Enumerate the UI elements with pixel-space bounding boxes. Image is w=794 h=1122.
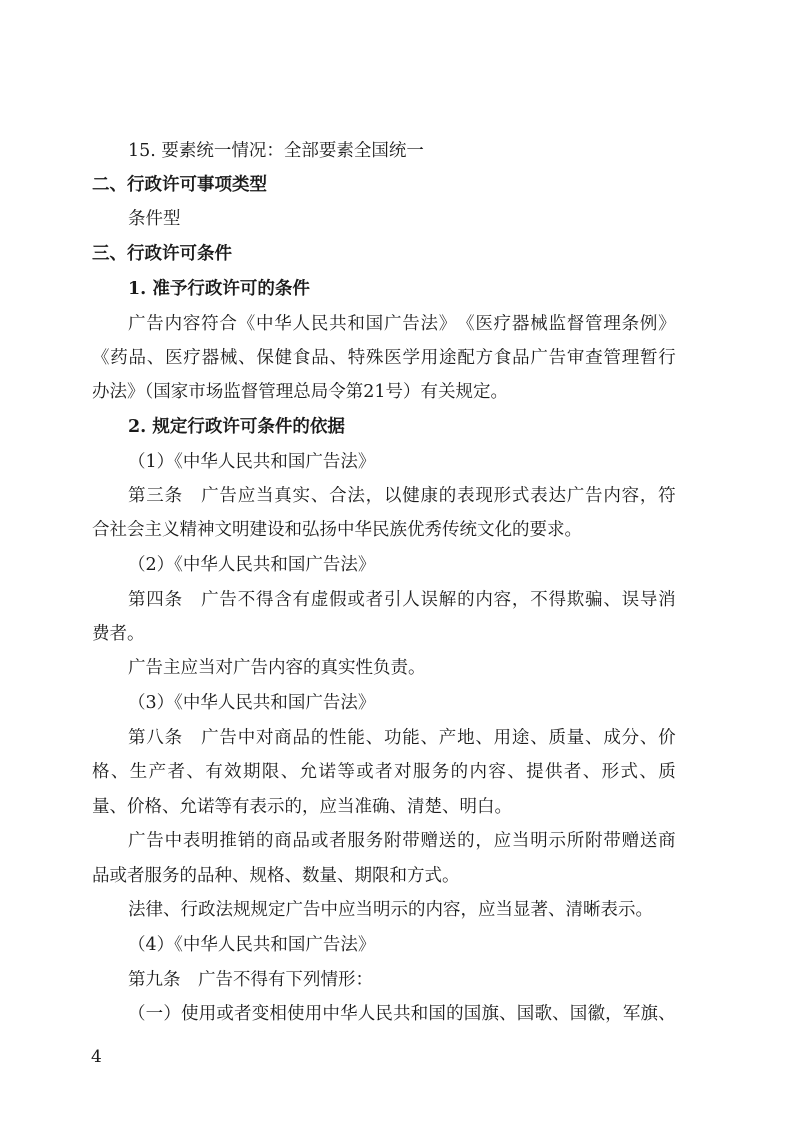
law-citation: （3）《中华人民共和国广告法》 <box>128 693 376 713</box>
doc-line: 第 八 条 广 告 中 对 商 品 的 性 能 、 功 能 、 产 地 、 用 途 、 质 量 、 成 分 、 价 <box>128 728 676 748</box>
section-heading-2: 二、行政许可事项类型 <box>92 175 267 195</box>
doc-line: 合社会主义精神文明建设和弘扬中华民族优秀传统文化的要求。 <box>92 520 582 540</box>
doc-line-type: 条件型 <box>128 209 181 229</box>
doc-line: 第 三 条 广 告 应 当 真 实 、 合 法 ， 以 健 康 的 表 现 形 式 表 达 广 告 内 容 ， 符 <box>128 486 676 506</box>
doc-line: 量、价格、允诺等有表示的，应当准确、清楚、明白。 <box>92 797 512 817</box>
doc-line: 广 告 内 容 符 合 《 中 华 人 民 共 和 国 广 告 法 》 《 医 疗 器 械 监 督 管 理 条 例 》 <box>128 314 676 334</box>
doc-line: 第 四 条 广 告 不 得 含 有 虚 假 或 者 引 人 误 解 的 内 容 ， 不 得 欺 骗 、 误 导 消 <box>128 590 676 610</box>
subheading-2: 2. 规定行政许可条件的依据 <box>128 417 345 437</box>
doc-line: （ 一 ） 使 用 或 者 变 相 使 用 中 华 人 民 共 和 国 的 国 旗 、 国 歌 、 国 徽 ， 军 旗 、 <box>128 1004 676 1024</box>
law-citation: （1）《中华人民共和国广告法》 <box>128 452 376 472</box>
law-citation: （4）《中华人民共和国广告法》 <box>128 935 376 955</box>
doc-line: 费者。 <box>92 624 145 644</box>
doc-line: 广告主应当对广告内容的真实性负责。 <box>128 658 426 678</box>
doc-line: 格 、 生 产 者 、 有 效 期 限 、 允 诺 等 或 者 对 服 务 的 内 容 、 提 供 者 、 形 式 、 质 <box>92 762 676 782</box>
doc-line: 《 药 品 、 医 疗 器 械 、 保 健 食 品 、 特 殊 医 学 用 途 配 方 食 品 广 告 审 查 管 理 暂 行 <box>92 348 676 368</box>
doc-line: 品或者服务的品种、规格、数量、期限和方式。 <box>92 866 460 886</box>
page-number: 4 <box>91 1047 102 1067</box>
section-heading-3: 三、行政许可条件 <box>92 244 232 264</box>
doc-line-unified-elements: 15. 要素统一情况：全部要素全国统一 <box>128 141 424 161</box>
doc-line: 广 告 中 表 明 推 销 的 商 品 或 者 服 务 附 带 赠 送 的 ， 应 当 明 示 所 附 带 赠 送 商 <box>128 831 676 851</box>
doc-line: 办法》（国家市场监督管理总局令第21号）有关规定。 <box>92 382 509 402</box>
doc-line: 第九条 广告不得有下列情形： <box>128 970 373 990</box>
subheading-1: 1. 准予行政许可的条件 <box>128 279 310 299</box>
doc-line: 法律、行政法规规定广告中应当明示的内容，应当显著、清晰表示。 <box>128 900 653 920</box>
law-citation: （2）《中华人民共和国广告法》 <box>128 555 376 575</box>
